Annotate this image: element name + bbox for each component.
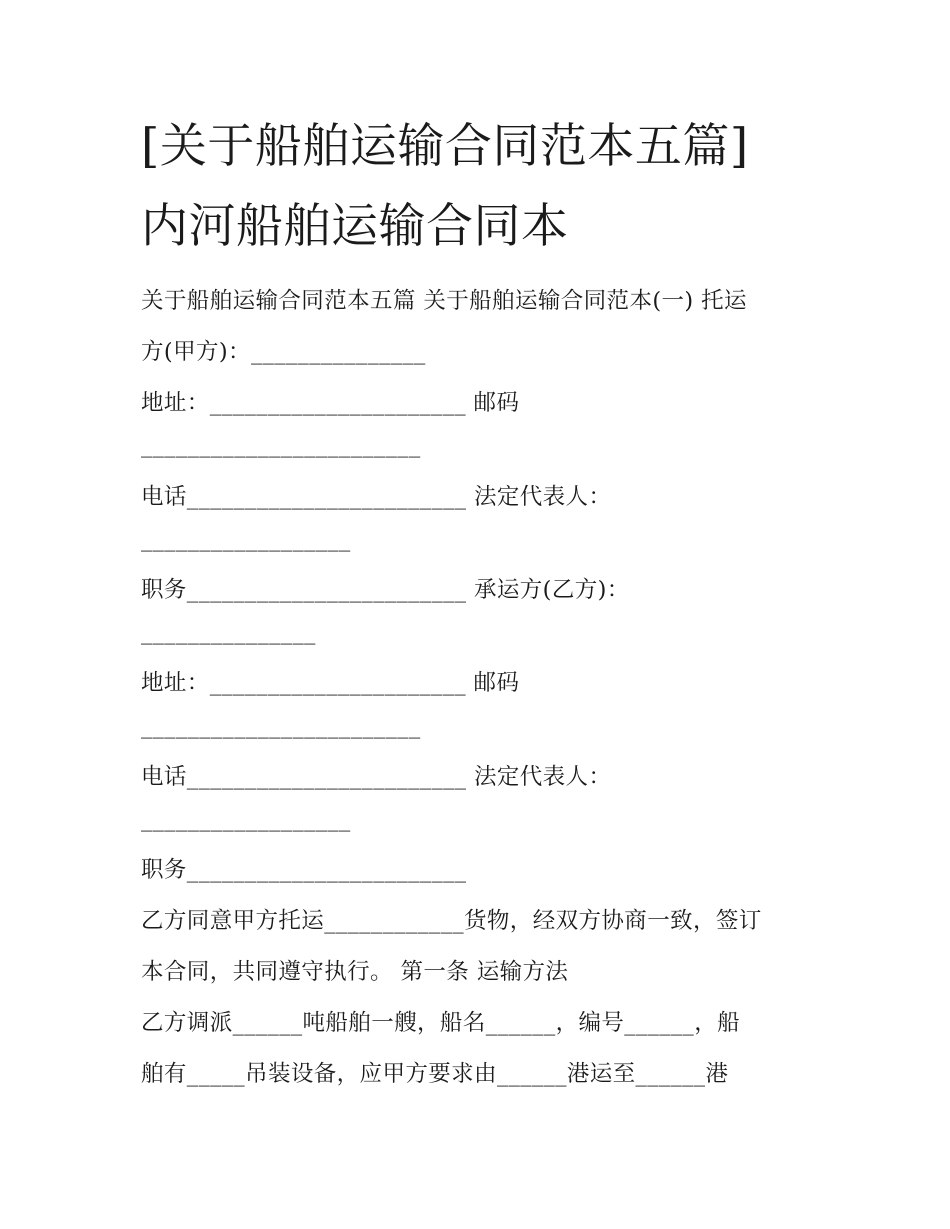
body-line-vessel: 乙方调派______吨船舶一艘，船名______，编号______，船: [141, 1010, 741, 1036]
document-title-line-1: [关于船舶运输合同范本五篇]: [141, 119, 749, 174]
body-line-position-2: 职务________________________: [141, 857, 467, 883]
body-line-legal-rep-1-blank: __________________: [141, 526, 351, 552]
body-line-route: 舶有_____吊装设备，应甲方要求由______港运至______港: [141, 1061, 729, 1087]
document-title-line-2: 内河船舶运输合同本: [141, 199, 569, 254]
body-line-postcode-2-blank: ________________________: [141, 713, 421, 739]
body-line-phone-2: 电话________________________ 法定代表人：: [141, 764, 612, 790]
body-line-agreement: 乙方同意甲方托运____________货物，经双方协商一致，签订: [141, 908, 762, 934]
body-line-article-1: 本合同，共同遵守执行。 第一条 运输方法: [141, 959, 569, 985]
body-line-position-1: 职务________________________ 承运方(乙方)：: [141, 577, 630, 603]
body-line-address-1: 地址：______________________ 邮码: [141, 390, 520, 416]
body-line-legal-rep-2-blank: __________________: [141, 806, 351, 832]
body-line-address-2: 地址：______________________ 邮码: [141, 670, 520, 696]
body-line-carrier-blank: _______________: [141, 619, 316, 645]
body-line-intro: 关于船舶运输合同范本五篇 关于船舶运输合同范本(一) 托运: [141, 288, 747, 314]
body-line-phone-1: 电话________________________ 法定代表人：: [141, 484, 612, 510]
body-line-postcode-1-blank: ________________________: [141, 432, 421, 458]
body-line-shipper: 方(甲方)：_______________: [141, 339, 426, 365]
